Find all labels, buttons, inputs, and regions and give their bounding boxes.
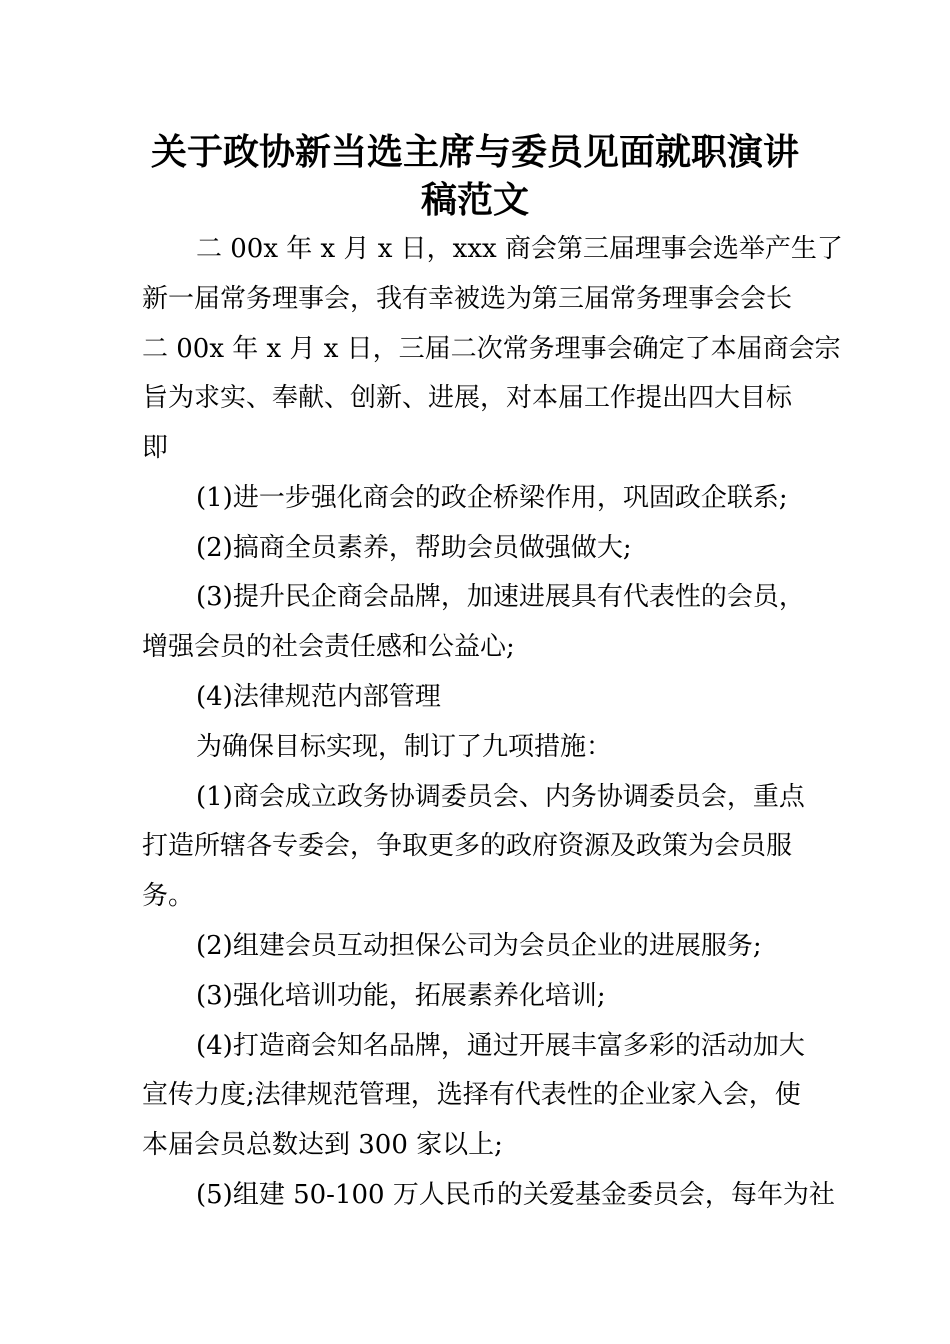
body-line: (1)商会成立政务协调委员会、内务协调委员会，重点 (196, 782, 805, 812)
body-line: (4)打造商会知名品牌，通过开展丰富多彩的活动加大 (196, 1031, 805, 1061)
body-line: 为确保目标实现，制订了九项措施： (196, 732, 613, 762)
body-line: 打造所辖各专委会，争取更多的政府资源及政策为会员服 (142, 831, 793, 861)
body-line: (2)搞商全员素养，帮助会员做强做大; (196, 533, 632, 563)
body-line: 增强会员的社会责任感和公益心; (142, 632, 515, 662)
body-line: (2)组建会员互动担保公司为会员企业的进展服务; (196, 931, 762, 961)
body-line: 旨为求实、奉献、创新、进展，对本届工作提出四大目标 (142, 383, 793, 413)
document-title-line-2: 稿范文 (420, 180, 529, 221)
body-line: (3)提升民企商会品牌，加速进展具有代表性的会员， (196, 582, 805, 612)
document-title-line-1: 关于政协新当选主席与委员见面就职演讲 (150, 132, 799, 173)
body-line: 务。 (142, 881, 195, 911)
body-line: (3)强化培训功能，拓展素养化培训; (196, 981, 606, 1011)
body-line: 宣传力度;法律规范管理，选择有代表性的企业家入会，使 (142, 1080, 801, 1110)
body-line: (1)进一步强化商会的政企桥梁作用，巩固政企联系; (196, 483, 788, 513)
body-line: 新一届常务理事会，我有幸被选为第三届常务理事会会长 (142, 284, 793, 314)
body-line: (5)组建 50-100 万人民币的关爱基金委员会，每年为社 (196, 1180, 835, 1210)
body-line: 二 00x 年 x 月 x 日，xxx 商会第三届理事会选举产生了 (196, 234, 843, 264)
body-line: 二 00x 年 x 月 x 日，三届二次常务理事会确定了本届商会宗 (142, 334, 841, 364)
body-line: (4)法律规范内部管理 (196, 682, 441, 712)
body-line: 即 (142, 433, 169, 463)
body-line: 本届会员总数达到 300 家以上; (142, 1130, 503, 1160)
